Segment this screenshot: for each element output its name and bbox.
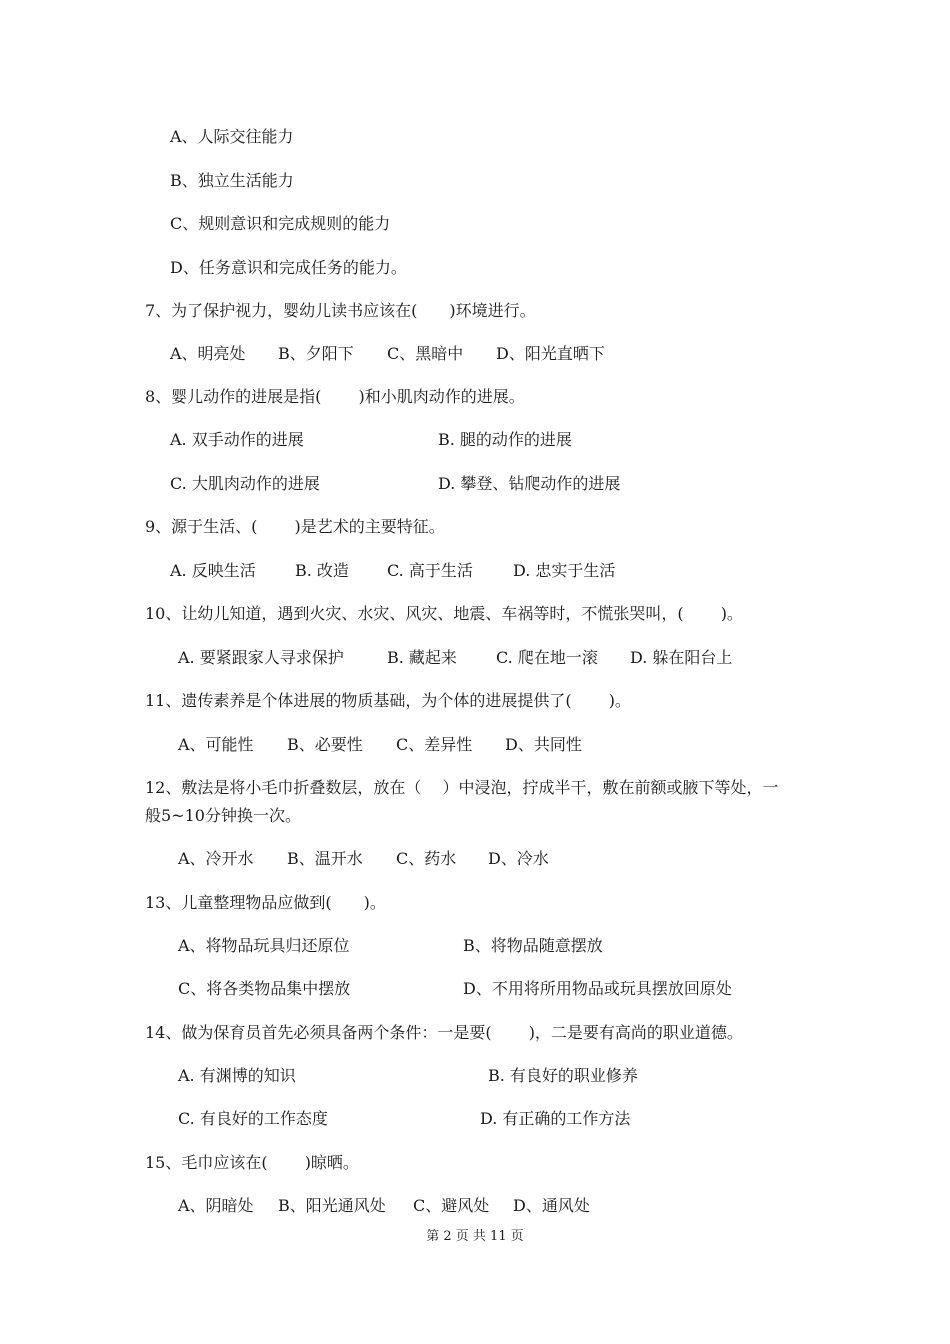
q10-option-b: B. 藏起来 <box>387 648 457 667</box>
q8-stem: 8、婴儿动作的进展是指( )和小肌肉动作的进展。 <box>145 387 525 406</box>
q14-option-a: A. 有渊博的知识 <box>178 1066 296 1085</box>
q10-option-a: A. 要紧跟家人寻求保护 <box>178 648 344 667</box>
q12-option-d: D、冷水 <box>488 849 549 868</box>
q14-option-d: D. 有正确的工作方法 <box>480 1109 631 1128</box>
q14-option-c: C. 有良好的工作态度 <box>178 1109 328 1128</box>
q10-option-d: D. 躲在阳台上 <box>630 648 733 667</box>
q13-option-b: B、将物品随意摆放 <box>463 936 603 955</box>
q12-option-a: A、冷开水 <box>178 849 254 868</box>
q9-stem: 9、源于生活、( )是艺术的主要特征。 <box>145 517 445 536</box>
q7-option-b: B、夕阳下 <box>278 344 354 363</box>
q15-option-c: C、避风处 <box>413 1196 490 1215</box>
q15-stem: 15、毛巾应该在( )晾晒。 <box>145 1153 359 1172</box>
q13-option-a: A、将物品玩具归还原位 <box>178 936 350 955</box>
q14-stem: 14、做为保育员首先必须具备两个条件：一是要( )，二是要有高尚的职业道德。 <box>145 1023 743 1042</box>
q7-option-d: D、阳光直晒下 <box>496 344 605 363</box>
q15-option-b: B、阳光通风处 <box>278 1196 386 1215</box>
q9-option-d: D. 忠实于生活 <box>513 561 616 580</box>
q12-option-c: C、药水 <box>396 849 457 868</box>
q6-option-c: C、规则意识和完成规则的能力 <box>170 214 391 233</box>
q6-option-d: D、任务意识和完成任务的能力。 <box>170 258 407 277</box>
page-number-footer: 第 2 页 共 11 页 <box>426 1229 524 1244</box>
q6-option-a: A、人际交往能力 <box>170 127 294 146</box>
q12-stem-line-1: 12、敷法是将小毛巾折叠数层，放在（ ）中浸泡，拧成半干，敷在前额或腋下等处，一 <box>145 778 779 797</box>
q9-option-c: C. 高于生活 <box>387 561 473 580</box>
q11-option-a: A、可能性 <box>178 735 254 754</box>
q15-option-d: D、通风处 <box>513 1196 590 1215</box>
q13-stem: 13、儿童整理物品应做到( )。 <box>145 893 386 912</box>
q9-option-a: A. 反映生活 <box>170 561 256 580</box>
q13-option-c: C、将各类物品集中摆放 <box>178 979 351 998</box>
q15-option-a: A、阴暗处 <box>178 1196 254 1215</box>
q7-option-c: C、黑暗中 <box>387 344 464 363</box>
q8-option-b: B. 腿的动作的进展 <box>438 430 572 449</box>
q11-option-b: B、必要性 <box>287 735 363 754</box>
q11-stem: 11、遗传素养是个体进展的物质基础，为个体的进展提供了( )。 <box>145 691 631 710</box>
q12-option-b: B、温开水 <box>287 849 363 868</box>
q14-option-b: B. 有良好的职业修养 <box>488 1066 638 1085</box>
q8-option-a: A. 双手动作的进展 <box>170 430 304 449</box>
q10-option-c: C. 爬在地一滚 <box>496 648 598 667</box>
q11-option-d: D、共同性 <box>505 735 582 754</box>
q13-option-d: D、不用将所用物品或玩具摆放回原处 <box>463 979 732 998</box>
q9-option-b: B. 改造 <box>295 561 349 580</box>
q10-stem: 10、让幼儿知道，遇到火灾、水灾、风灾、地震、车祸等时，不慌张哭叫，( )。 <box>145 604 743 623</box>
q7-stem: 7、为了保护视力，婴幼儿读书应该在( )环境进行。 <box>145 301 536 320</box>
q8-option-d: D. 攀登、钻爬动作的进展 <box>438 474 621 493</box>
q11-option-c: C、差异性 <box>396 735 473 754</box>
q12-stem-line-2: 般5~10分钟换一次。 <box>145 806 301 825</box>
q6-option-b: B、独立生活能力 <box>170 171 294 190</box>
q7-option-a: A、明亮处 <box>170 344 246 363</box>
q8-option-c: C. 大肌肉动作的进展 <box>170 474 320 493</box>
